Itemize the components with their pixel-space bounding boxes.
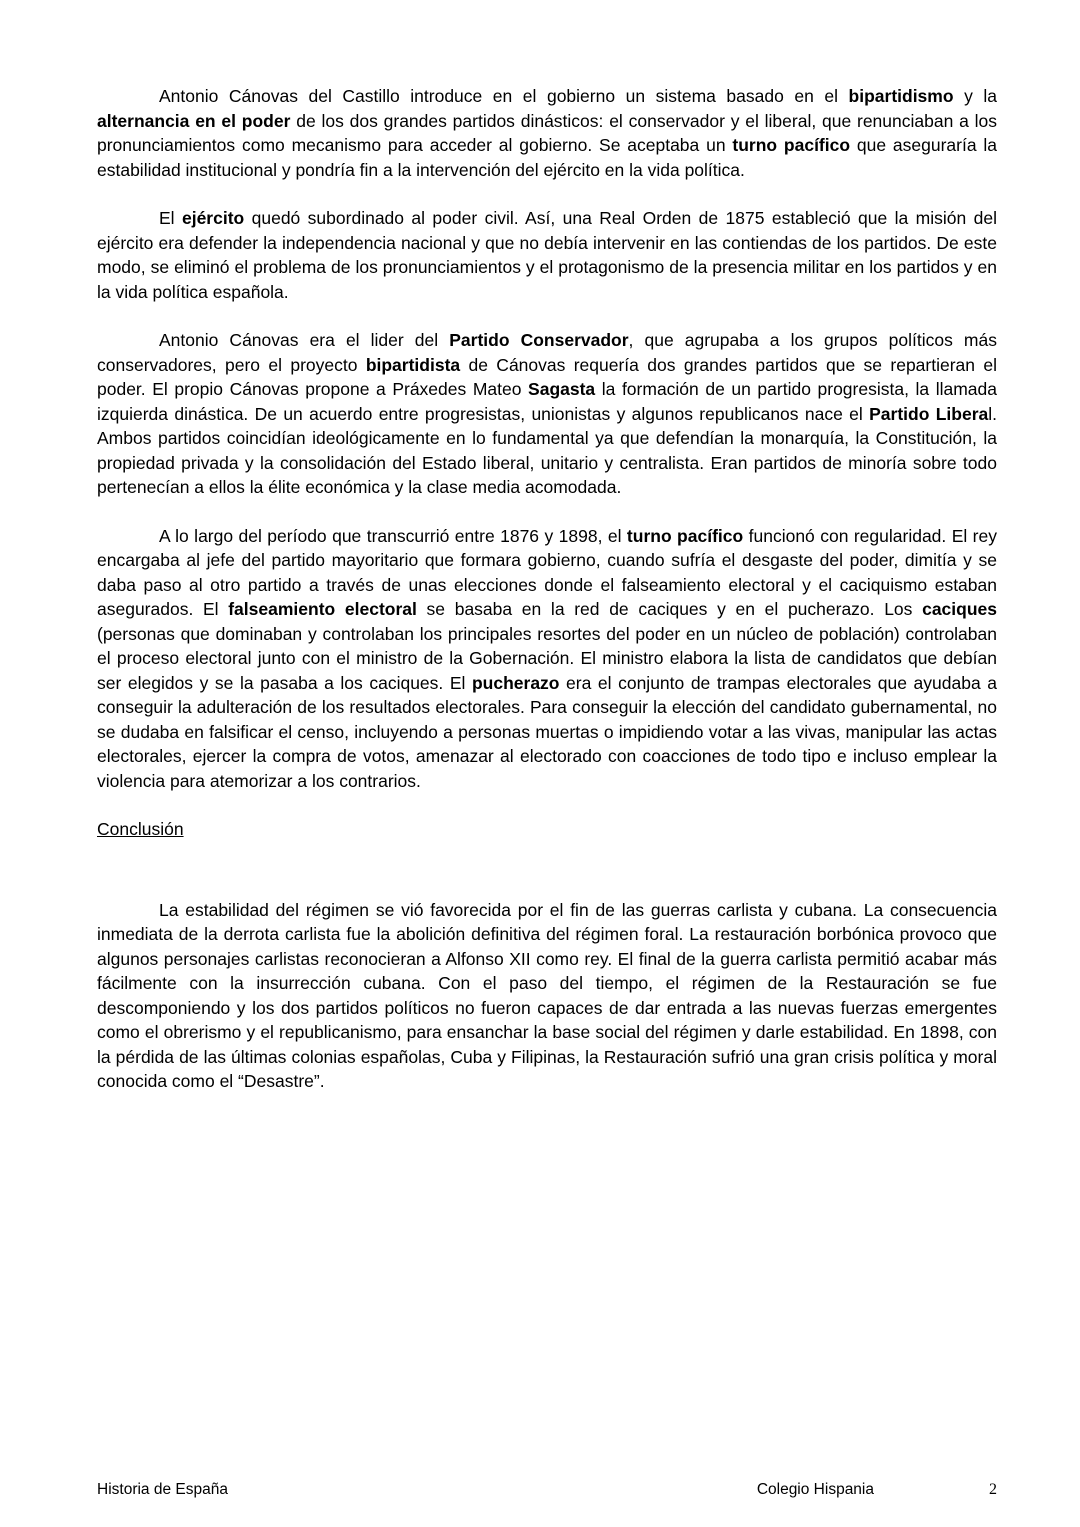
document-body bbox=[97, 84, 997, 1118]
page-footer bbox=[97, 1481, 997, 1499]
body-paragraph: Antonio Cánovas era el lider del Partido Conservador, que agrupaba a los grupos políticos más conservadores, pero el proyecto bipartidista de Cánovas requería dos grandes partidos que se repartieran el poder. El propio Cánovas propone a Práxedes Mateo Sagasta la formación de un partido progresista, la llamada izquierda dinástica. De un acuerdo entre progresistas, unionistas y algunos republicanos nace el Partido Liberal. Ambos partidos coincidían ideológicamente en lo fundamental ya que defendían la monarquía, la Constitución, la propiedad privada y la consolidación del Estado liberal, unitario y centralista. Eran partidos de minoría sobre todo pertenecían a ellos la élite económica y la clase media acomodada. bbox=[97, 330, 997, 497]
body-paragraph: Antonio Cánovas del Castillo introduce en el gobierno un sistema basado en el bipartidismo y la alternancia en el poder de los dos grandes partidos dinásticos: el conservador y el liberal, que renunciaban a los pronunciamientos como mecanismo para acceder al gobierno. Se aceptaba un turno pacífico que aseguraría la estabilidad institucional y pondría fin a la intervención del ejército en la vida política. bbox=[97, 86, 998, 180]
section-heading-conclusion: Conclusión bbox=[97, 819, 184, 839]
body-paragraph: El ejército quedó subordinado al poder civil. Así, una Real Orden de 1875 estableció que la misión del ejército era defender la independencia nacional y que no debía intervenir en las contiendas de los partidos. De este modo, se eliminó el problema de los pronunciamientos y el protagonismo de la presencia militar en los partidos y en la vida política española. bbox=[97, 208, 997, 302]
body-paragraph: A lo largo del período que transcurrió entre 1876 y 1898, el turno pacífico funcionó con regularidad. El rey encargaba al jefe del partido mayoritario que formara gobierno, cuando sufría el desgaste del poder, dimitía y se daba paso al otro partido a través de unas elecciones donde el falseamiento electoral y el caciquismo estaban asegurados. El falseamiento electoral se basaba en la red de caciques y en el pucherazo. Los caciques (personas que dominaban y controlaban los principales resortes del poder en un núcleo de población) controlaban el proceso electoral junto con el ministro de la Gobernación. El ministro elabora la lista de candidatos que debían ser elegidos y se la pasaba a los caciques. El pucherazo era el conjunto de trampas electorales que ayudaba a conseguir la adulteración de los resultados electorales. Para conseguir la elección del candidato gubernamental, no se dudaba en falsificar el censo, incluyendo a personas muertas o impidiendo votar a las vivas, manipular las actas electorales, ejercer la compra de votos, amenazar al electorado con coacciones de todo tipo e incluso emplear la violencia para atemorizar a los contrarios. bbox=[97, 525, 997, 791]
footer-school-name: Colegio Hispania bbox=[756, 1481, 874, 1498]
footer-page-number: 2 bbox=[989, 1481, 997, 1498]
footer-course-title: Historia de España bbox=[97, 1481, 228, 1498]
body-paragraph: La estabilidad del régimen se vió favorecida por el fin de las guerras carlista y cubana. La consecuencia inmediata de la derrota carlista fue la abolición definitiva del régimen foral. La restauración borbónica provoco que algunos personajes carlistas reconocieran a Alfonso XII como rey. El final de la guerra carlista permitió acabar más fácilmente con la insurrección cubana. Con el paso del tiempo, el régimen de la Restauración se fue descomponiendo y los dos partidos políticos no fueron capaces de dar entrada a las nuevas fuerzas emergentes como el obrerismo y el republicanismo, para ensanchar la base social del régimen y darle estabilidad. En 1898, con la pérdida de las últimas colonias españolas, Cuba y Filipinas, la Restauración sufrió una gran crisis política y moral conocida como el “Desastre”. bbox=[97, 899, 997, 1091]
